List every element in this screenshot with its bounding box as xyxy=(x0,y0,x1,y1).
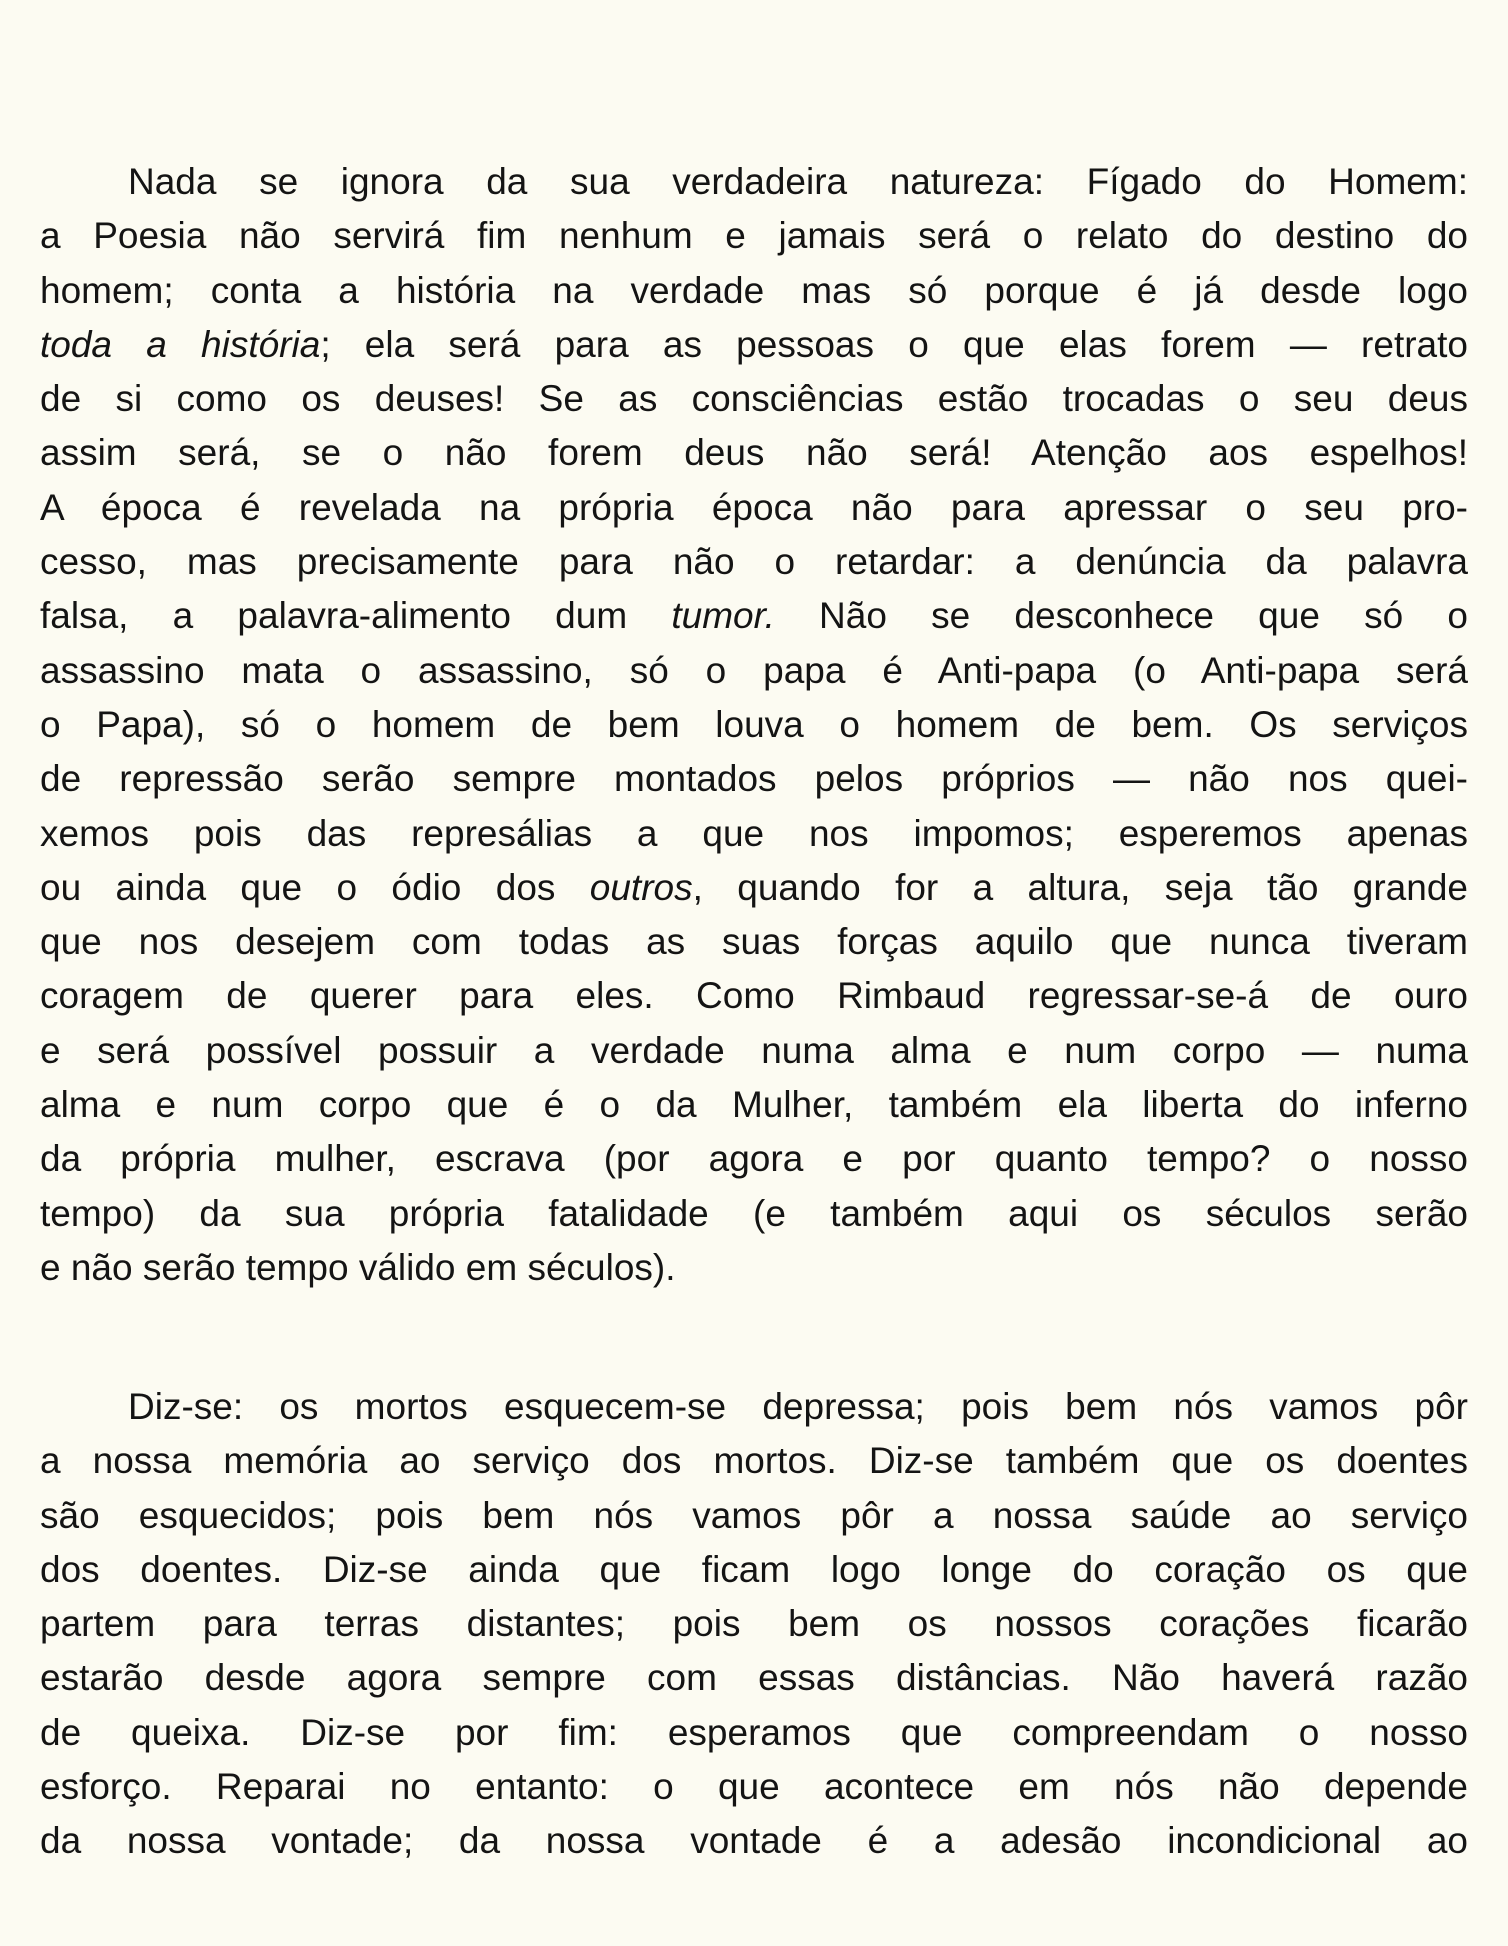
text-line: e será possível possuir a verdade numa alma e num corpo — numa xyxy=(40,1029,1468,1071)
text-line: homem; conta a história na verdade mas só porque é já desde logo xyxy=(40,269,1468,311)
text-line: o Papa), só o homem de bem louva o homem de bem. Os serviços xyxy=(40,703,1468,745)
text-segment: Não se desconhece que só o xyxy=(774,595,1468,637)
text-line: da nossa vontade; da nossa vontade é a adesão incondicional ao xyxy=(40,1820,1468,1862)
text-line: que nos desejem com todas as suas forças aquilo que nunca tiveram xyxy=(40,921,1468,963)
text-line xyxy=(40,589,1468,643)
text-line: cesso, mas precisamente para não o retardar: a denúncia da palavra xyxy=(40,541,1468,583)
text-line: partem para terras distantes; pois bem os nossos corações ficarão xyxy=(40,1603,1468,1645)
italic-text: toda a história xyxy=(40,323,321,365)
text-line: A época é revelada na própria época não para apressar o seu pro- xyxy=(40,486,1468,528)
text-segment: ; ela será para as pessoas o que elas forem — retrato xyxy=(320,323,1468,365)
text-line: de repressão serão sempre montados pelos próprios — não nos quei- xyxy=(40,758,1468,800)
text-line: de queixa. Diz-se por fim: esperamos que compreendam o nosso xyxy=(40,1711,1468,1753)
text-line: alma e num corpo que é o da Mulher, também ela liberta do inferno xyxy=(40,1084,1468,1126)
text-line: são esquecidos; pois bem nós vamos pôr a nossa saúde ao serviço xyxy=(40,1494,1468,1536)
text-line xyxy=(40,861,1468,915)
text-segment: , quando for a altura, seja tão grande xyxy=(692,866,1468,908)
text-line: esforço. Reparai no entanto: o que acontece em nós não depende xyxy=(40,1766,1468,1808)
text-line: a nossa memória ao serviço dos mortos. Diz-se também que os doentes xyxy=(40,1440,1468,1482)
text-line: tempo) da sua própria fatalidade (e também aqui os séculos serão xyxy=(40,1192,1468,1234)
text-line: Nada se ignora da sua verdadeira natureza: Fígado do Homem: xyxy=(128,161,1468,202)
text-line: dos doentes. Diz-se ainda que ficam logo longe do coração os que xyxy=(40,1548,1468,1590)
text-segment: falsa, a palavra-alimento dum xyxy=(40,595,672,637)
text-line: xemos pois das represálias a que nos impomos; esperemos apenas xyxy=(40,812,1468,854)
italic-text: outros xyxy=(589,866,693,908)
paragraph-2 xyxy=(40,1380,1468,1869)
text-line: assassino mata o assassino, só o papa é Anti-papa (o Anti-papa será xyxy=(40,649,1468,691)
text-line: assim será, se o não forem deus não será! Atenção aos espelhos! xyxy=(40,432,1468,474)
text-line: da própria mulher, escrava (por agora e por quanto tempo? o nosso xyxy=(40,1138,1468,1180)
text-line xyxy=(40,318,1468,372)
italic-text: tumor. xyxy=(671,595,775,637)
text-line: coragem de querer para eles. Como Rimbaud regressar-se-á de ouro xyxy=(40,975,1468,1017)
text-segment: ou ainda que o ódio dos xyxy=(40,866,590,908)
paragraph-1 xyxy=(40,155,1468,1295)
text-line: a Poesia não servirá fim nenhum e jamais será o relato do destino do xyxy=(40,215,1468,257)
text-line: de si como os deuses! Se as consciências estão trocadas o seu deus xyxy=(40,378,1468,420)
text-line: estarão desde agora sempre com essas distâncias. Não haverá razão xyxy=(40,1657,1468,1699)
text-line: e não serão tempo válido em séculos). xyxy=(40,1246,676,1288)
text-line: Diz-se: os mortos esquecem-se depressa; pois bem nós vamos pôr xyxy=(128,1386,1468,1427)
